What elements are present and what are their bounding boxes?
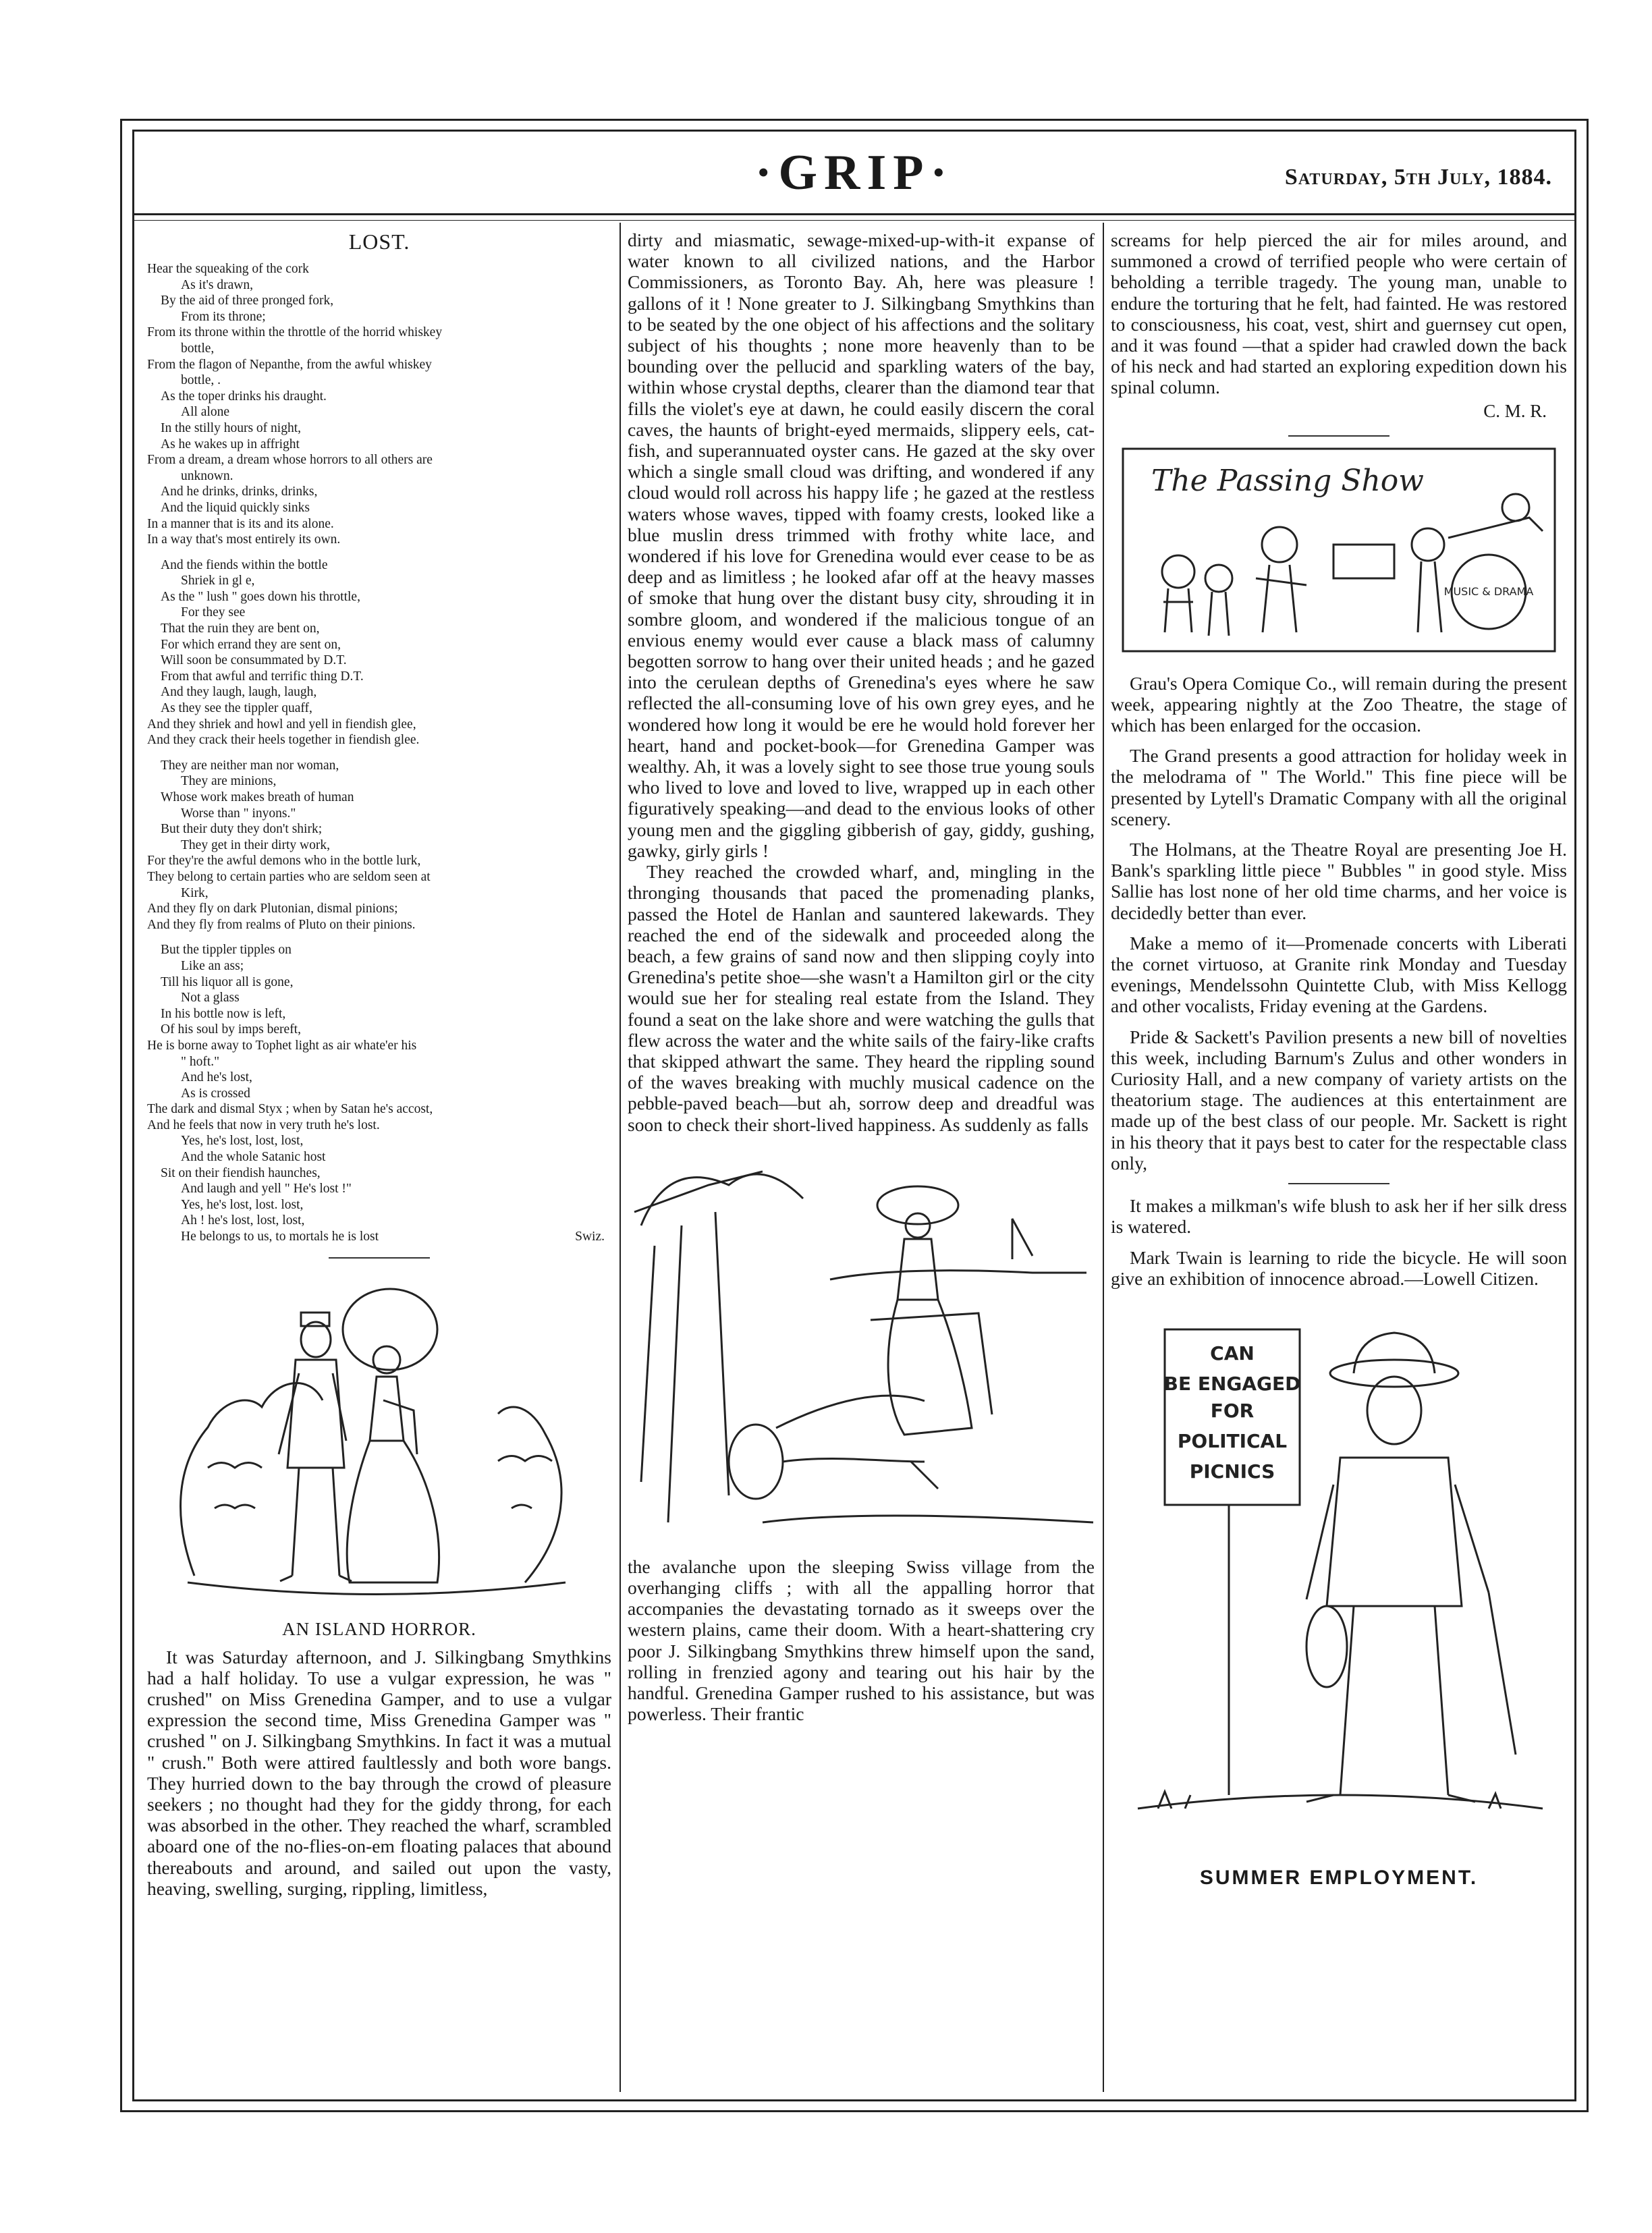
poem-line: He is borne away to Tophet light as air whate'er his xyxy=(147,1038,417,1053)
sign-line: POLITICAL xyxy=(1177,1429,1288,1452)
notice-paragraph: Make a memo of it—Promenade concerts with Liberati the cornet virtuoso, at Granite rink Monday and Tuesday evenings, Mendelssohn Quintette Club, with Miss Kellogg and other vocalists, Friday evening at the Gardens. xyxy=(1111,932,1567,1017)
masthead-date: Saturday, 5th July, 1884. xyxy=(1284,165,1552,190)
notice-paragraph: Grau's Opera Comique Co., will remain during the present week, appearing nightly at the Zoo Theatre, the stage of which has been enlarged for the occasion. xyxy=(1111,672,1567,736)
poem-stanza-4 xyxy=(147,942,611,1244)
notice-paragraph: The Holmans, at the Theatre Royal are presenting Joe H. Bank's sparkling little piece " Bubbles " in good style. Miss Sallie has lost none of her old time charms, and her voice is decidedly better than ever. xyxy=(1111,839,1567,923)
sign-line: BE ENGAGED xyxy=(1163,1372,1301,1395)
story-signature: C. M. R. xyxy=(1483,400,1547,421)
poem-line: As the toper drinks his draught. xyxy=(161,389,327,404)
poem-line: In a way that's most entirely its own. xyxy=(147,532,341,547)
poem-line: Yes, he's lost, lost, lost, xyxy=(181,1134,304,1149)
poem-line: From its throne; xyxy=(181,309,266,324)
sign-line: CAN xyxy=(1210,1342,1255,1364)
jokes xyxy=(1111,1195,1567,1289)
poem-line: As the " lush " goes down his throttle, xyxy=(161,589,360,604)
joke-paragraph: Mark Twain is learning to ride the bicycle. He will soon give an exhibition of innocence abroad.—Lowell Citizen. xyxy=(1111,1246,1567,1289)
story-paragraph: It was Saturday afternoon, and J. Silkingbang Smythkins had a half holiday. To use a vulgar expression, he was " crushed" on Miss Grenedina Gamper, and to use a vulgar expression the second time, Miss Grenedina Gamper was " crushed " on J. Silkingbang Smythkins. In fact it was a mutual " crush." Both were attired faultlessly and both wore bangs. They hurried down to the bay through the crowd of pleasure seekers ; no thought had they for the giddy throng, for each was absorbed in the other. They reached the wharf, scrambled aboard one of the no-flies-on-em floating palaces that abound thereabouts and around, and sailed out upon the vasty, heaving, swelling, surging, rippling, limitless, xyxy=(147,1646,611,1899)
poem-line: Sit on their fiendish haunches, xyxy=(161,1165,321,1180)
poem-line: The dark and dismal Styx ; when by Satan he's accost, xyxy=(147,1102,433,1117)
poem-line: But their duty they don't shirk; xyxy=(161,822,323,837)
poem-line: In a manner that is its and its alone. xyxy=(147,516,334,531)
poem-line: By the aid of three pronged fork, xyxy=(161,294,334,308)
joke-paragraph: It makes a milkman's wife blush to ask her if her silk dress is watered. xyxy=(1111,1195,1567,1238)
poem-line: But the tippler tipples on xyxy=(161,943,292,958)
poem-signature: Swiz. xyxy=(575,1230,605,1244)
poem-line: Kirk, xyxy=(181,885,209,900)
poem-line: As he wakes up in affright xyxy=(161,437,300,451)
masthead xyxy=(132,132,1576,212)
notice-paragraph: Pride & Sackett's Pavilion presents a new bill of novelties this week, including Barnum's Zulus and other wonders in Curiosity Hall, and a new company of variety artists on the theatorium stage. The audiences at this entertainment are made up of the best class of our people. Mr. Sackett is right in his theory that it pays best to cater for the respectable class only, xyxy=(1111,1026,1567,1174)
story-paragraph: the avalanche upon the sleeping Swiss village from the overhanging cliffs ; with all the appalling horror that accompanies the devastating tornado as it sweeps over the western plains, came their doom. With a heart-shattering cry poor J. Silkingbang Smythkins threw himself upon the sand, rolling in frenzied agony and tearing out his hair by the handful. Grenedina Gamper rushed to his assistance, but was powerless. Their frantic xyxy=(628,1555,1095,1725)
story-paragraph: screams for help pierced the air for miles around, and summoned a crowd of terrified people who were certain of beholding a terrible tragedy. The young man, unable to endure the torturing that he felt, had fainted. He was restored to consciousness, his coat, vest, shirt and guernsey cut open, and it was found —that a spider had crawled down the back of his neck and had started an exploring expedition down his spinal column. xyxy=(1111,229,1567,398)
poem-stanza-2 xyxy=(147,557,611,748)
poem-line: And laugh and yell " He's lost !" xyxy=(181,1182,352,1196)
poem-line: He belongs to us, to mortals he is lost xyxy=(181,1230,379,1244)
sign-line: PICNICS xyxy=(1189,1460,1275,1483)
poem-stanza-1 xyxy=(147,261,611,548)
story-text-column-2 xyxy=(628,229,1095,1135)
column-3 xyxy=(1111,229,1567,1890)
poem-line: As it's drawn, xyxy=(181,277,253,292)
column-1 xyxy=(147,229,611,1899)
poem-line: And he drinks, drinks, drinks, xyxy=(161,485,318,499)
poem-line: Like an ass; xyxy=(181,958,244,973)
poem-line: And they shriek and howl and yell in fiendish glee, xyxy=(147,717,416,732)
cartoon-caption: SUMMER EMPLOYMENT. xyxy=(1199,1866,1479,1889)
poem-line: For they're the awful demons who in the bottle lurk, xyxy=(147,854,421,869)
poem-line: Ah ! he's lost, lost, lost, xyxy=(181,1213,305,1228)
story-text-column-3 xyxy=(1111,229,1567,398)
section-rule xyxy=(1288,1183,1389,1184)
story-text-column-1 xyxy=(147,1647,611,1899)
poem-line: From the flagon of Nepanthe, from the awful whiskey xyxy=(147,357,432,372)
poem-body xyxy=(147,261,611,1245)
poem-line: Will soon be consummated by D.T. xyxy=(161,653,347,668)
column-divider-2 xyxy=(1103,223,1104,2092)
poem-line: And he feels that now in very truth he's lost. xyxy=(147,1118,380,1132)
poem-title: LOST. xyxy=(348,229,410,254)
poem-line: In his bottle now is left, xyxy=(161,1006,286,1021)
poem-line: bottle, xyxy=(181,341,215,356)
island-couple-illustration xyxy=(147,1265,611,1616)
poem-line: From its throne within the throttle of the horrid whiskey xyxy=(147,325,443,340)
poem-line: For they see xyxy=(181,605,246,620)
masthead-rule-thin xyxy=(132,220,1576,221)
poem-line: Shriek in gl e, xyxy=(181,574,255,588)
poem-line: unknown. xyxy=(181,468,233,483)
story-text-column-2-end xyxy=(628,1556,1095,1725)
section-rule xyxy=(329,1257,430,1259)
poem-line: And they fly on dark Plutonian, dismal pinions; xyxy=(147,902,398,916)
poem-line: As they see the tippler quaff, xyxy=(161,701,312,716)
poem-line: From a dream, a dream whose horrors to all others are xyxy=(147,453,433,468)
poem-line: For which errand they are sent on, xyxy=(161,637,341,652)
column-divider-1 xyxy=(620,223,621,2092)
poem-line: And they laugh, laugh, laugh, xyxy=(161,685,317,700)
poem-line: Hear the squeaking of the cork xyxy=(147,262,309,276)
summer-employment-cartoon xyxy=(1111,1309,1567,1863)
masthead-title: ·GRIP· xyxy=(754,145,954,200)
poem-line: Yes, he's lost, lost. lost, xyxy=(181,1197,304,1212)
poem-line: As is crossed xyxy=(181,1086,250,1101)
story-paragraph: dirty and miasmatic, sewage-mixed-up-with-it expanse of water known to all civilized nations, and the Harbor Commissioners, as Toronto Bay. Ah, here was pleasure ! gallons of it ! None greater to J. Silkingbang Smythkins than to be seated by the one object of his affections and the solitary subject of his thoughts ; none more heavenly than to be bounding over the pellucid and sparkling waters of the bay, within whose crystal depths, clearer than the diamond tear that fills the violet's eye at dawn, he could easily discern the coral caves, the haunts of bright-eyed mermaids, slippery eels, cat-fish, and superannuated oyster cans. He gazed at the sky over which a single small cloud was drifting, and wondered if any cloud would roll across his happy life ; he gazed at the restless waters whose waves, tipped with foamy crests, looked like a blue muslin dress trimmed with frothy white lace, and wondered if his love for Grenedina would ever cease to be as deep and as limitless ; he looked afar off at the heavy masses of smoke that hung over the distant busy city, shrouding it in sombre gloom, and wondered if the malicious tongue of an envious enemy would ever cause a black mass of calumny begotten sorrow to hang over their united heads ; and he gazed into the cerulean depths of Grenedina's eyes where he saw reflected the all-consuming love of his own grey eyes, and he wondered how long it would be ere he would hold forever her heart, hand and pocket-book—for Grenedina Gamper was wealthy. Ah, it was a lovely sight to see those true young souls who lived to love and loved to live, wrapped up in each other figuratively speaking—and dead to the envious looks of other young men and the giggling gibberish of gay, giddy, gushing, gawky, girly girls ! xyxy=(628,229,1095,861)
beach-spider-illustration xyxy=(628,1145,1095,1549)
poem-line: They get in their dirty work, xyxy=(181,837,330,852)
poem-line: That the ruin they are bent on, xyxy=(161,622,320,636)
passing-show-title: The Passing Show xyxy=(1151,463,1424,498)
poem-line: And the liquid quickly sinks xyxy=(161,500,310,515)
poem-line: " hoft." xyxy=(181,1054,220,1069)
poem-line: bottle, . xyxy=(181,373,221,388)
column-2 xyxy=(628,229,1095,1724)
poem-line: And he's lost, xyxy=(181,1070,252,1085)
poem-line: From that awful and terrific thing D.T. xyxy=(161,669,364,684)
poem-line: And they crack their heels together in fiendish glee. xyxy=(147,733,420,748)
poem-line: Whose work makes breath of human xyxy=(161,790,354,804)
poem-line: They belong to certain parties who are seldom seen at xyxy=(147,869,431,884)
poem-line: Not a glass xyxy=(181,991,240,1005)
poem-line: And they fly from realms of Pluto on their pinions. xyxy=(147,917,416,932)
section-rule xyxy=(1288,435,1389,437)
poem-line: They are minions, xyxy=(181,774,277,789)
poem-last-line-row xyxy=(147,1229,611,1245)
poem-line: In the stilly hours of night, xyxy=(161,420,301,435)
drum-label: MUSIC & DRAMA xyxy=(1443,584,1534,598)
masthead-rule xyxy=(132,213,1576,215)
poem-line: They are neither man nor woman, xyxy=(161,758,339,773)
notices xyxy=(1111,673,1567,1174)
passing-show-illustration xyxy=(1111,443,1567,659)
story-title: AN ISLAND HORROR. xyxy=(282,1618,476,1639)
poem-line: All alone xyxy=(181,405,230,420)
story-paragraph: They reached the crowded wharf, and, mingling in the thronging thousands that paced the promenading planks, passed the Hotel de Hanlan and sauntered lakewards. They reached the end of the sidewalk and proceeded along the beach, a few grains of sand now and then slipping coyly into Grenedina's petite shoe—she wasn't a Hamilton girl or the city would sue her for stealing real estate from the Island. They found a seat on the lake shore and were watching the gulls that flew across the water and the white sails of the fairy-like crafts that skipped athwart the same. They heard the rippling sound of the waves breaking with muchly musical cadence on the pebble-paved beach—but ah, sorrow deep and dreadful was soon to check their short-lived happiness. As suddenly as falls xyxy=(628,861,1095,1135)
poem-line: And the whole Satanic host xyxy=(181,1150,326,1165)
sign-line: FOR xyxy=(1210,1399,1255,1422)
poem-line: And the fiends within the bottle xyxy=(161,557,328,572)
notice-paragraph: The Grand presents a good attraction for holiday week in the melodrama of " The World." This fine piece will be presented by Lytell's Dramatic Company with all the original scenery. xyxy=(1111,745,1567,829)
poem-line: Of his soul by imps bereft, xyxy=(161,1022,301,1037)
poem-line: Till his liquor all is gone, xyxy=(161,974,294,989)
poem-line: Worse than " inyons." xyxy=(181,806,296,821)
poem-stanza-3 xyxy=(147,758,611,933)
